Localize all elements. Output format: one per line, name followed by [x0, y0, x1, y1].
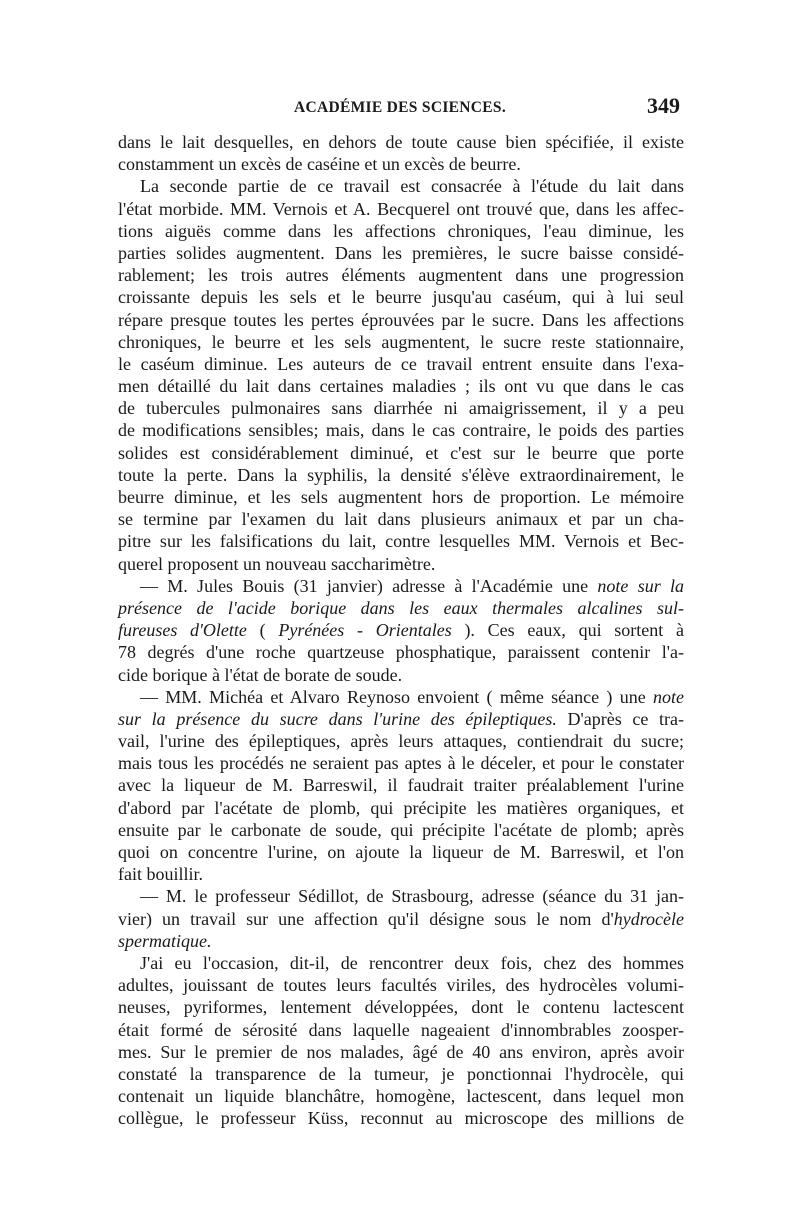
text-line — [118, 442, 684, 464]
line-text: de tubercules pulmonaires sans diarrhée ni amaigrissement, il y a peu — [118, 398, 684, 419]
text-line — [118, 752, 684, 774]
text-line — [118, 885, 684, 907]
line-text: croissante depuis les sels et le beurre jusqu'au caséum, qui à lui seul — [118, 287, 684, 308]
text-line — [118, 1107, 684, 1129]
line-text: — MM. Michéa et Alvaro Reynoso envoient ( même séance ) une — [140, 686, 653, 707]
line-text: querel proposent un nouveau saccharimètre. — [118, 553, 436, 574]
line-text: J'ai eu l'occasion, dit-il, de rencontrer deux fois, chez des hommes — [140, 952, 684, 973]
line-text: ( — [246, 620, 279, 641]
text-line — [118, 397, 684, 419]
text-line — [118, 198, 684, 220]
line-text: constamment un excès de caséine et un excès de beurre. — [118, 154, 521, 175]
text-line — [118, 730, 684, 752]
body-text — [118, 131, 684, 1129]
italic-text: sur la présence du sucre dans l'urine des épileptiques. — [118, 708, 557, 729]
italic-text: présence de l'acide borique dans les eaux thermales alcalines sul- — [118, 597, 684, 618]
line-text: contenait un liquide blanchâtre, homogène, lactescent, dans lequel mon — [118, 1086, 684, 1107]
line-text: de modifications sensibles; mais, dans le cas contraire, le poids des parties — [118, 420, 684, 441]
text-line — [118, 464, 684, 486]
italic-text: spermatique. — [118, 930, 212, 951]
text-line — [118, 664, 684, 686]
text-line — [118, 175, 684, 197]
text-line — [118, 974, 684, 996]
line-text: quoi on concentre l'urine, on ajoute la liqueur de M. Barreswil, et l'on — [118, 842, 684, 862]
text-line — [118, 863, 684, 885]
text-line — [118, 841, 684, 863]
line-text: adultes, jouissant de toutes leurs facultés viriles, des hydrocèles volumi- — [118, 975, 684, 996]
line-text: rablement; les trois autres éléments augmentent dans une progression — [118, 265, 684, 286]
line-text: mes. Sur le premier de nos malades, âgé de 40 ans environ, après avoir — [118, 1041, 684, 1062]
line-text: le caséum diminue. Les auteurs de ce travail entrent ensuite dans l'exa- — [118, 353, 684, 374]
line-text: — M. Jules Bouis (31 janvier) adresse à l'Académie une — [140, 575, 598, 596]
line-text: neuses, pyriformes, lentement développées, dont le contenu lactescent — [118, 997, 684, 1018]
text-line — [118, 530, 684, 552]
line-text: dans le lait desquelles, en dehors de toute cause bien spécifiée, il existe — [118, 132, 684, 152]
line-text: avec la liqueur de M. Barreswil, il faudrait traiter préalablement l'urine — [118, 775, 684, 796]
italic-text: fureuses d'Olette — [118, 620, 247, 641]
line-text: parties solides augmentent. Dans les premières, le sucre baisse considé- — [118, 242, 684, 263]
line-text: constaté la transparence de la tumeur, je ponctionnai l'hydrocèle, qui — [118, 1063, 684, 1084]
text-line — [118, 708, 684, 730]
text-line — [118, 508, 684, 530]
line-text: l'état morbide. MM. Vernois et A. Becquerel ont trouvé que, dans les affec- — [118, 198, 684, 219]
page-number: 349 — [647, 93, 680, 118]
text-line — [118, 774, 684, 796]
italic-text: note — [653, 686, 684, 707]
text-line — [118, 996, 684, 1018]
line-text: 78 degrés d'une roche quartzeuse phosphatique, paraissent contenir l'a- — [118, 642, 684, 663]
text-line — [118, 331, 684, 353]
text-line — [118, 553, 684, 575]
line-text: solides est considérablement diminué, et c'est sur le beurre que porte — [118, 442, 684, 463]
text-line — [118, 1085, 684, 1107]
line-text: ). Ces eaux, qui sortent à — [451, 620, 685, 641]
text-line — [118, 264, 684, 286]
text-line — [118, 220, 684, 242]
text-line — [118, 641, 684, 663]
text-line — [118, 597, 684, 619]
line-text: — M. le professeur Sédillot, de Strasbourg, adresse (séance du 31 jan- — [140, 886, 684, 907]
text-line — [118, 309, 684, 331]
line-text: beurre diminue, et les sels augmentent hors de proportion. Le mémoire — [118, 487, 684, 507]
text-line — [118, 1041, 684, 1063]
line-text: toute la perte. Dans la syphilis, la densité s'élève extraordinairement, le — [118, 464, 684, 485]
text-line — [118, 1019, 684, 1041]
text-line — [118, 952, 684, 974]
line-text: chroniques, le beurre et les sels augmentent, le sucre reste stationnaire, — [118, 331, 684, 352]
line-text: se termine par l'examen du lait dans plusieurs animaux et par un cha- — [118, 509, 684, 530]
italic-text: note sur la — [597, 575, 684, 596]
line-text: pitre sur les falsifications du lait, contre lesquelles MM. Vernois et Bec- — [118, 531, 684, 552]
italic-text: hydrocèle — [613, 908, 684, 929]
text-line — [118, 819, 684, 841]
line-text: vail, l'urine des épileptiques, après leurs attaques, contiendrait du sucre; — [118, 731, 684, 752]
italic-text: Pyrénées - Orientales — [278, 620, 452, 641]
line-text: collègue, le professeur Küss, reconnut au microscope des millions de — [118, 1108, 684, 1129]
text-line — [118, 575, 684, 597]
text-line — [118, 686, 684, 708]
text-line — [118, 419, 684, 441]
line-text: vier) un travail sur une affection qu'il désigne sous le nom d' — [118, 908, 614, 929]
text-line — [118, 619, 684, 641]
text-line — [118, 286, 684, 308]
line-text: répare presque toutes les pertes éprouvées par le sucre. Dans les affections — [118, 309, 684, 330]
line-text: men détaillé du lait dans certaines maladies ; ils ont vu que dans le cas — [118, 376, 684, 397]
text-line — [118, 486, 684, 508]
text-line — [118, 930, 684, 952]
text-line — [118, 908, 684, 930]
text-line — [118, 1063, 684, 1085]
line-text: fait bouillir. — [118, 864, 203, 885]
text-line — [118, 797, 684, 819]
line-text: tions aiguës comme dans les affections chroniques, l'eau diminue, les — [118, 220, 684, 241]
line-text: D'après ce tra- — [556, 708, 684, 729]
text-line — [118, 131, 684, 153]
text-line — [118, 353, 684, 375]
line-text: était formé de sérosité dans laquelle nageaient d'innombrables zoosper- — [118, 1019, 684, 1040]
line-text: mais tous les procédés ne seraient pas aptes à le déceler, et pour le constater — [118, 753, 684, 774]
line-text: La seconde partie de ce travail est consacrée à l'étude du lait dans — [140, 176, 684, 197]
text-line — [118, 153, 684, 175]
line-text: d'abord par l'acétate de plomb, qui précipite les matières organiques, et — [118, 797, 684, 818]
text-line — [118, 242, 684, 264]
line-text: ensuite par le carbonate de soude, qui précipite l'acétate de plomb; après — [118, 819, 684, 840]
line-text: cide borique à l'état de borate de soude. — [118, 664, 403, 685]
page-header — [118, 93, 682, 123]
running-title: ACADÉMIE DES SCIENCES. — [293, 99, 507, 116]
text-line — [118, 375, 684, 397]
